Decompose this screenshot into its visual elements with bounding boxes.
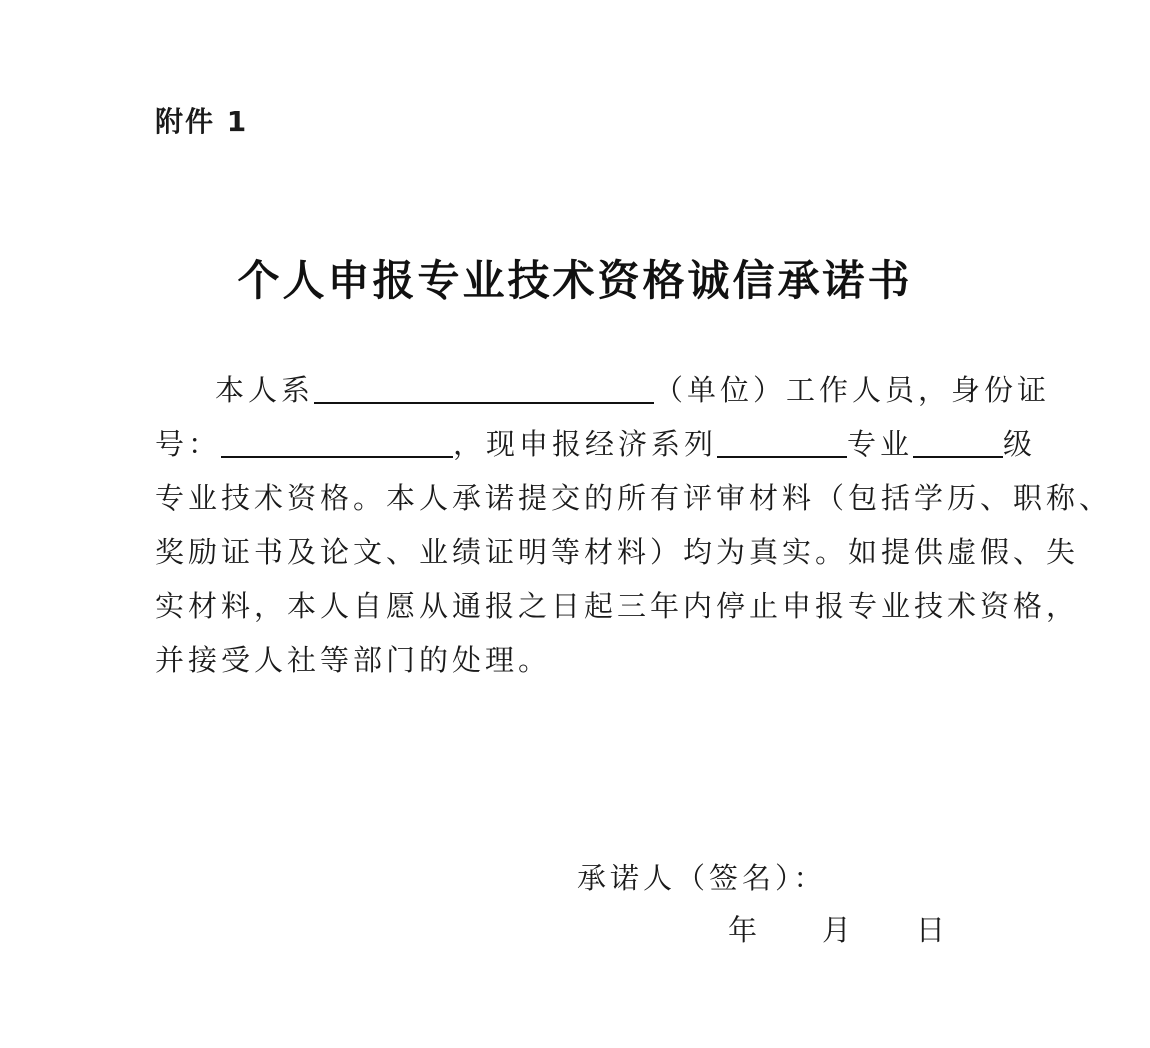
date-day-label: 日 [916, 913, 946, 947]
series-blank-field[interactable] [717, 422, 847, 458]
unit-blank-field[interactable] [314, 368, 654, 404]
attachment-label: 附件 1 [155, 105, 249, 138]
date-month-label: 月 [822, 913, 852, 947]
signer-label: 承诺人（签名）： [577, 861, 827, 895]
text-segment: 级 [1003, 427, 1037, 461]
paragraph-line-3: 专业技术资格。本人承诺提交的所有评审材料（包括学历、职称、 [155, 481, 1113, 515]
text-segment: （单位）工作人员，身份证 [654, 373, 1051, 407]
paragraph-line-5: 实材料，本人自愿从通报之日起三年内停止申报专业技术资格， [155, 589, 1080, 623]
text-segment: 号： [155, 427, 222, 461]
paragraph-line-6: 并接受人社等部门的处理。 [155, 643, 552, 677]
paragraph-line-2 [155, 417, 1037, 471]
id-number-blank-field[interactable] [221, 422, 453, 458]
date-year-label: 年 [728, 913, 758, 947]
paragraph-line-4: 奖励证书及论文、业绩证明等材料）均为真实。如提供虚假、失 [155, 535, 1080, 569]
paragraph-line-1 [215, 363, 1085, 417]
document-title: 个人申报专业技术资格诚信承诺书 [237, 256, 913, 305]
text-segment: 本人系 [215, 373, 315, 407]
text-segment: ，现申报经济系列 [453, 427, 718, 461]
level-blank-field[interactable] [913, 422, 1003, 458]
text-segment: 专业 [847, 427, 914, 461]
